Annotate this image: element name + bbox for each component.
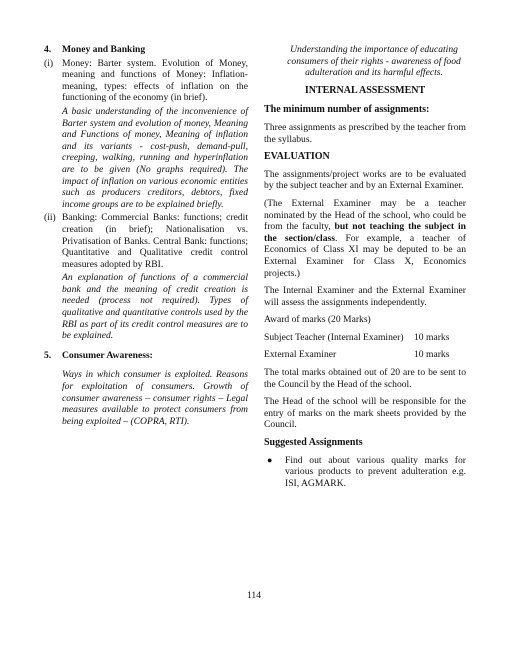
- page-number: 114: [246, 590, 262, 601]
- section-5-heading: [44, 350, 248, 362]
- item-2-text: Banking: Commercial Banks: functions; credit creation (in brief); Nationalisation vs. Privatisation of Banks. Central Bank: functions; Quantitative and Qualitative credit control measures adopted by RBI.: [62, 212, 248, 270]
- suggested-assignments-heading: Suggested Assignments: [264, 437, 363, 449]
- item-1-note: A basic understanding of the inconvenience of Barter system and evolution of money, Meaning and Functions of money, Meaning of inflation and its variants - cost-push, demand-pull, creeping, walking, running and hyperinflation are to be given (No graphs required). The impact of inflation on various economic entities such as producers creditors, debtors, fixed income groups are to be explained briefly.: [62, 105, 248, 210]
- left-column: [44, 44, 248, 427]
- external-examiner-note: [264, 198, 466, 279]
- external-note-bold: but not teaching the subject in the section/class: [264, 221, 466, 244]
- item-2-number: (ii): [44, 212, 56, 224]
- award-heading: Award of marks (20 Marks): [264, 314, 371, 326]
- right-column: [264, 44, 466, 489]
- award-label-internal: Subject Teacher (Internal Examiner): [264, 331, 404, 343]
- item-1-text: Money: Barter system. Evolution of Money, meaning and functions of Money: Inflation-meaning, types: effects of inflation on the functioning of the economy (in brief).: [62, 57, 248, 104]
- award-row-internal: [264, 332, 466, 344]
- min-assignments-heading: The minimum number of assignments:: [264, 104, 430, 116]
- item-2-note: An explanation of functions of a commercial bank and the meaning of credit creation is needed (process not required). Types of qualitative and quantitative controls used by the RBI as part of its credit control measures are to be explained.: [62, 272, 248, 342]
- head-responsibility-text: The Head of the school will be responsible for the entry of marks on the mark sheets provided by the Council.: [264, 396, 466, 431]
- consumer-awareness-continuation: Understanding the importance of educating consumers of their rights - awareness of food adulteration and its harmful effects.: [287, 44, 461, 79]
- assignment-bullet-text: Find out about various quality marks for various products to prevent adulteration e.g. ISI, AGMARK.: [285, 454, 466, 489]
- section-4-number: 4.: [44, 44, 52, 55]
- internal-external-text: The Internal Examiner and the External Examiner will assess the assignments independently.: [264, 285, 466, 308]
- section-4-heading: [44, 44, 248, 56]
- min-assignments-text: Three assignments as prescribed by the teacher from the syllabus.: [264, 121, 466, 145]
- external-note-part-a: (The External Examiner may be a teacher nominated by the Head of the school, who could be from the faculty,: [264, 197, 466, 233]
- evaluation-text: The assignments/project works are to be evaluated by the subject teacher and by an External Examiner.: [264, 168, 466, 192]
- section-4-title: Money and Banking: [62, 44, 146, 55]
- award-marks-external: 10 marks: [414, 349, 450, 361]
- evaluation-heading: EVALUATION: [264, 151, 330, 163]
- award-row-external: [264, 349, 466, 361]
- award-label-external: External Examiner: [264, 349, 337, 361]
- total-marks-text: The total marks obtained out of 20 are to be sent to the Council by the Head of the school.: [264, 367, 466, 390]
- bullet-icon: ●: [267, 454, 273, 465]
- assignment-bullet-item: [264, 455, 466, 490]
- item-1-number: (i): [44, 57, 54, 69]
- internal-assessment-heading: INTERNAL ASSESSMENT: [304, 84, 426, 96]
- section-5-note: Ways in which consumer is exploited. Reasons for exploitation of consumers. Growth of consumer awareness – consumer rights – Legal measures available to protect consumers from being exploited – (COPRA, RTI).: [62, 369, 248, 427]
- section-4-item-2: [44, 212, 248, 342]
- award-marks-internal: 10 marks: [414, 331, 450, 343]
- section-5-title: Consumer Awareness:: [62, 349, 153, 361]
- section-4-item-1: [44, 58, 248, 211]
- external-note-part-b: . For example, a teacher of Economics of Class XI may be deputed to be an External Examiner for Class X, Economics projects.): [264, 232, 466, 279]
- section-5-number: 5.: [44, 349, 52, 361]
